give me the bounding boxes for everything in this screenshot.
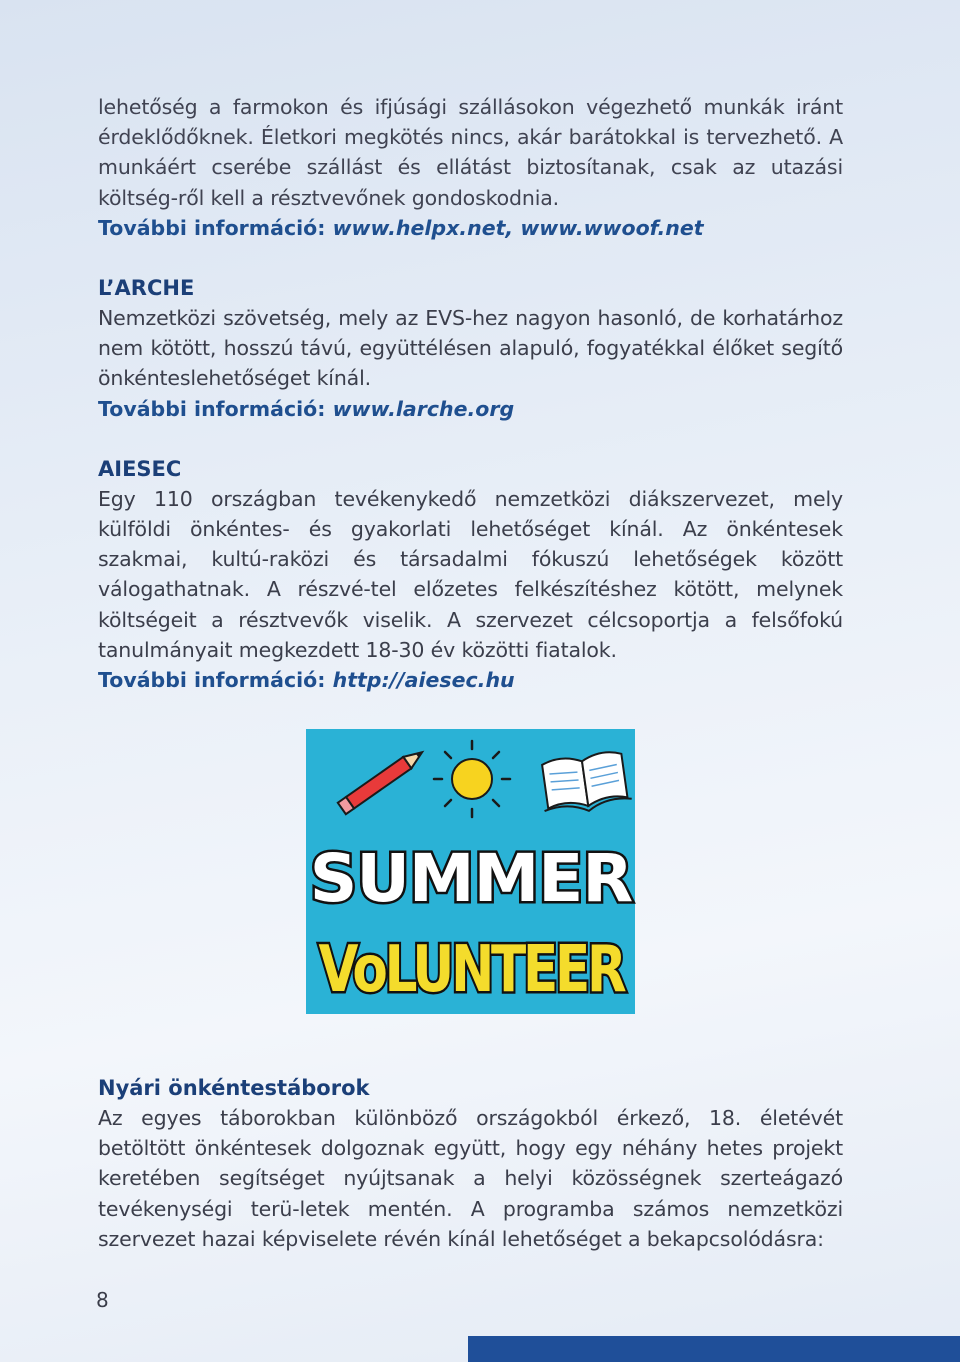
summer-volunteer-image <box>306 729 635 1014</box>
larche-info-link[interactable]: www.larche.org <box>332 396 515 421</box>
aiesec-title: AIESEC <box>98 456 182 481</box>
aiesec-paragraph: Egy 110 országban tevékenykedő nemzetközi diákszervezet, mely külföldi önkéntes- és gyakorlati lehetőséget kínál. Az önkéntesek szakmai, kultú-raközi és társadalmi fókuszú lehetőségek között válogathatnak. A részvé-tel előzetes felkészítéshez kötött, melynek költségeit a résztvevők viselik. A szervezet célcsoportja a felsőfokú tanulmányait megkezdett 18-30 év közötti fiatalok. <box>98 486 843 662</box>
summer-text: SUMMER <box>309 840 633 917</box>
larche-info <box>98 394 843 424</box>
larche-title: L’ARCHE <box>98 276 195 301</box>
spacer <box>98 243 843 273</box>
footer-bar <box>468 1336 960 1362</box>
page-number: 8 <box>96 1288 109 1312</box>
open-book-icon <box>538 750 633 817</box>
spacer <box>98 424 843 454</box>
volunteer-text: VoLUNTEER <box>318 933 626 1007</box>
camps-paragraph: Az egyes táborokban különböző országokból érkező, 18. életévét betöltött önkéntesek dolgoznak együtt, hogy egy néhány hetes projekt keretében segítséget nyújtsanak a helyi közösségnek szerteágazó tevékenységi terü-letek mentén. A programba számos nemzetközi szervezet hazai képviselete révén kínál lehetőséget a bekapcsolódásra: <box>98 1106 843 1251</box>
wwoof-info-link[interactable]: www.helpx.net, www.wwoof.net <box>332 215 704 240</box>
larche-info-label: További információ: <box>98 396 326 421</box>
wwoof-paragraph: lehetőség a farmokon és ifjúsági szállásokon végezhető munkák iránt érdeklődőknek. Életkori megkötés nincs, akár barátokkal is tervezhető. A munkáért cserébe szállást és ellátást biztosítanak, csak az utazási költség-ről kell a résztvevőnek gondoskodnia. <box>98 95 843 210</box>
wwoof-info-label: További információ: <box>98 215 326 240</box>
larche-paragraph: Nemzetközi szövetség, mely az EVS-hez nagyon hasonló, de korhatárhoz nem kötött, hosszú távú, együttélésen alapuló, fogyatékkal élőket segítő önkénteslehetőséget kínál. <box>98 306 843 391</box>
camps-title: Nyári önkéntestáborok <box>98 1076 370 1100</box>
summer-volunteer-illustration <box>306 729 635 1014</box>
camps-section <box>98 1073 843 1254</box>
aiesec-info <box>98 665 843 695</box>
page-body <box>98 92 843 695</box>
aiesec-info-label: További információ: <box>98 668 326 693</box>
sun-icon <box>434 741 510 817</box>
pencil-icon <box>338 747 426 815</box>
wwoof-info <box>98 213 843 243</box>
aiesec-info-link[interactable]: http://aiesec.hu <box>332 668 515 693</box>
